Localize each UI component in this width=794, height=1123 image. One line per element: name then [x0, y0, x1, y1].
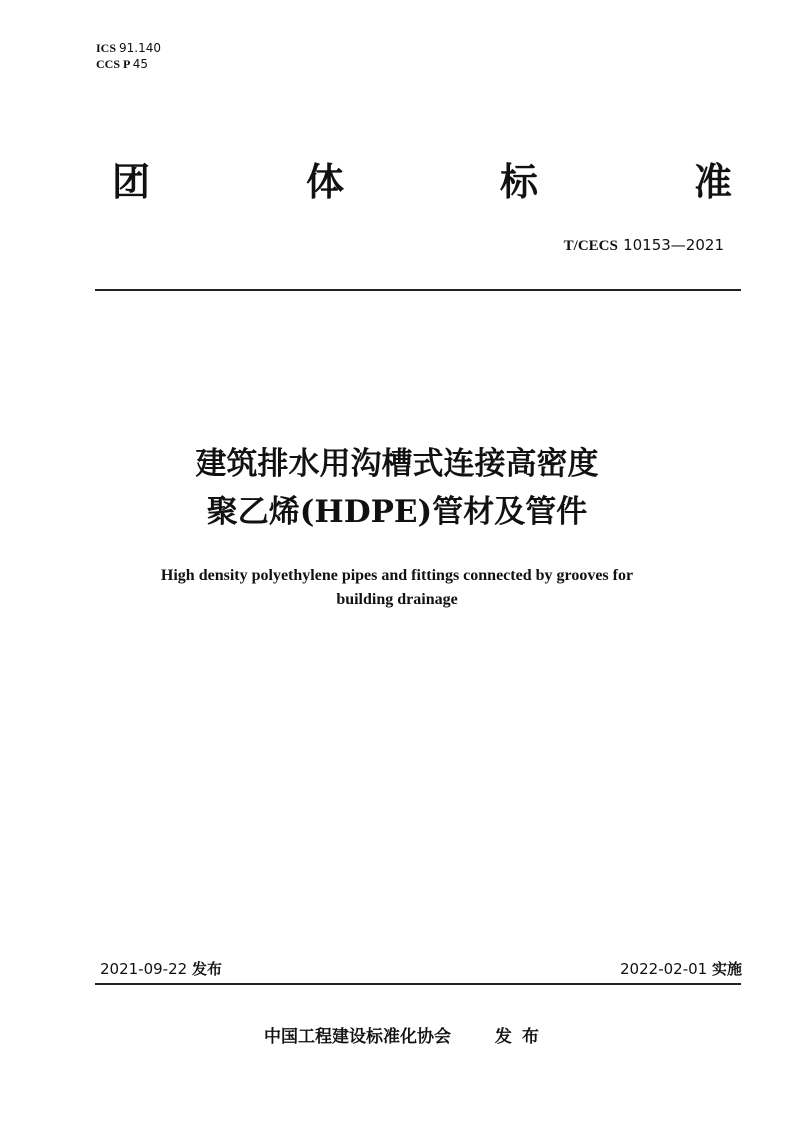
ccs-label: CCS P	[96, 57, 130, 71]
issuing-body	[264, 1022, 549, 1047]
implementation-date	[620, 958, 742, 979]
standard-number	[564, 236, 724, 255]
standard-type-char-2: 体	[305, 160, 344, 204]
issue-date-value: 2021-09-22	[100, 960, 188, 978]
standard-number-prefix: T/CECS	[563, 238, 618, 254]
standard-type-char-3: 标	[499, 160, 538, 204]
english-title-line-2: building drainage	[336, 591, 458, 608]
ccs-line	[96, 56, 161, 72]
ics-line	[96, 40, 161, 56]
standard-number-value: 10153—2021	[623, 236, 724, 254]
bottom-divider	[95, 983, 741, 985]
issue-date	[100, 958, 222, 979]
ccs-code: 45	[132, 57, 148, 71]
standard-type-heading	[112, 160, 732, 204]
english-title	[0, 564, 794, 612]
implementation-date-value: 2022-02-01	[620, 960, 708, 978]
top-divider	[95, 289, 741, 291]
english-title-line-1: High density polyethylene pipes and fittings connected by grooves for	[160, 567, 634, 584]
standard-type-char-4: 准	[693, 160, 732, 204]
issuer-action: 发布	[494, 1027, 549, 1047]
chinese-title-line-2: 聚乙烯(HDPE)管材及管件	[206, 494, 588, 530]
standard-type-char-1: 团	[112, 160, 151, 204]
classification-codes	[96, 40, 161, 72]
chinese-title	[0, 440, 794, 536]
ics-label: ICS	[96, 41, 117, 55]
ics-code: 91.140	[119, 41, 162, 55]
chinese-title-line-1: 建筑排水用沟槽式连接高密度	[195, 446, 599, 482]
issue-date-label: 发布	[191, 960, 222, 978]
implementation-date-label: 实施	[711, 960, 742, 978]
issuer-name: 中国工程建设标准化协会	[264, 1027, 451, 1047]
